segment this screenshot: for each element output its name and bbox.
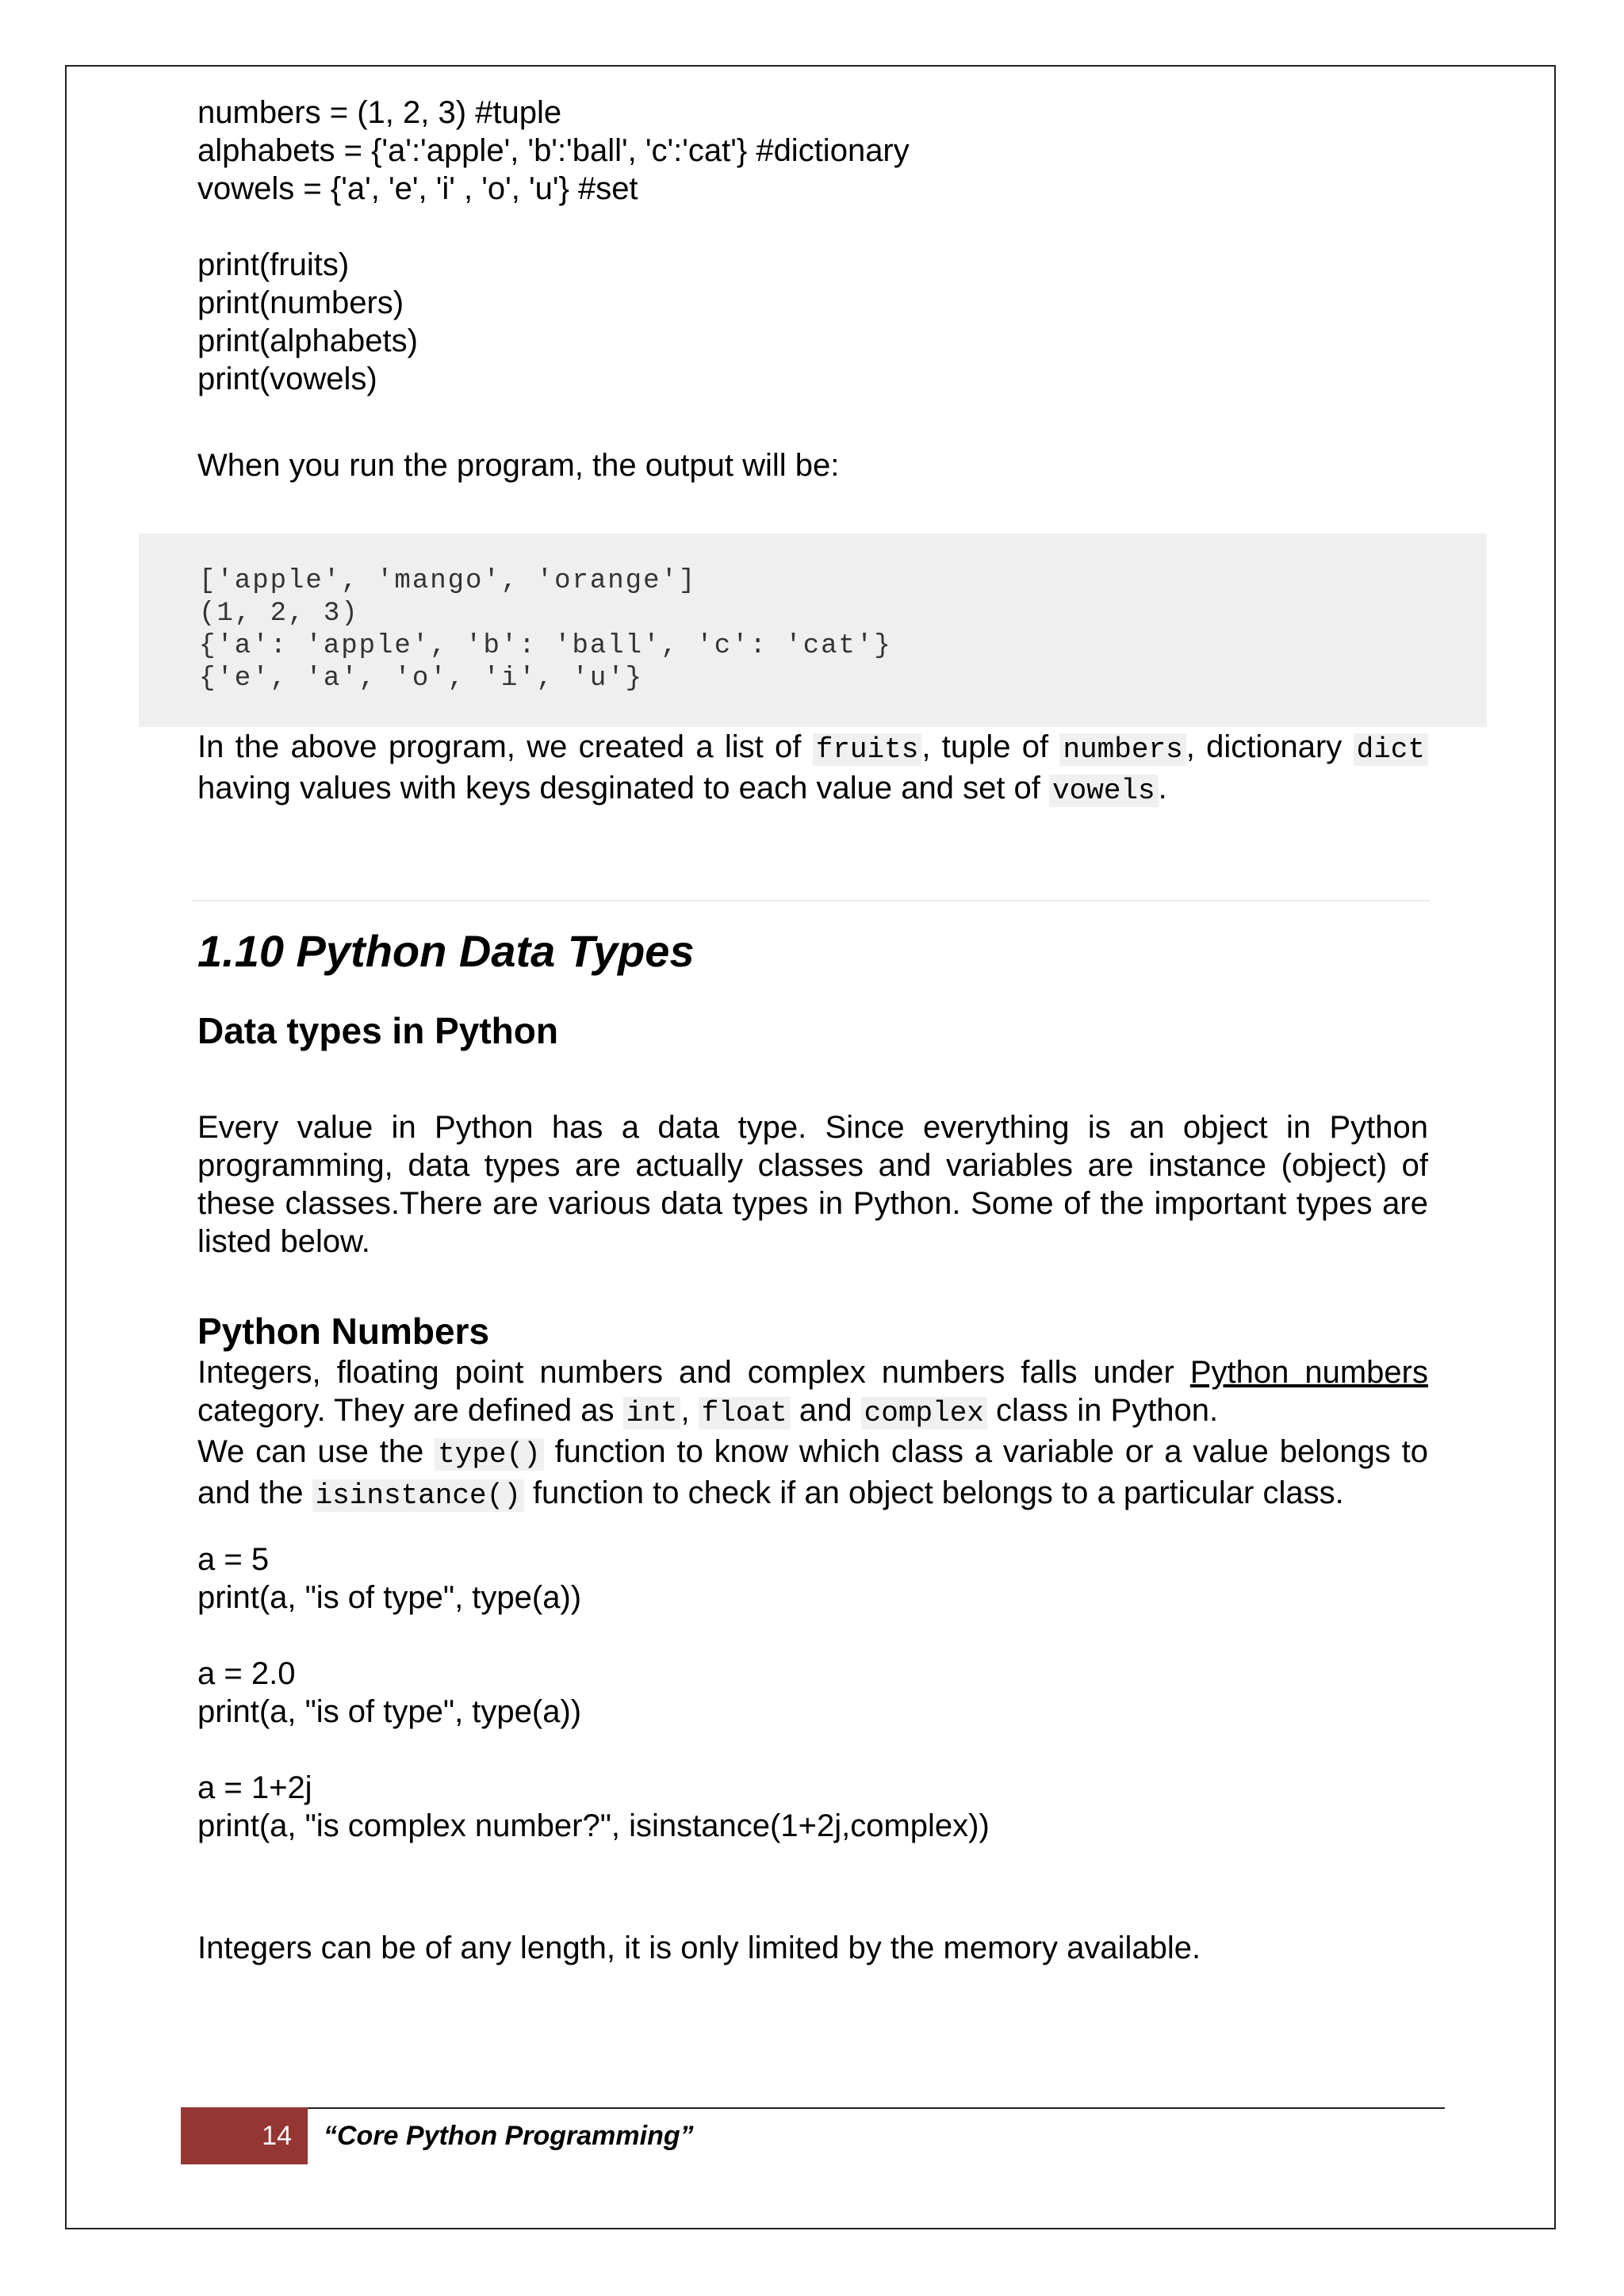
numbers-text: category. They are defined as — [197, 1393, 623, 1428]
code-line — [197, 208, 1428, 246]
example-code — [197, 1540, 1428, 1845]
code-line: print(a, "is of type", type(a)) — [197, 1694, 582, 1729]
type-text: function to check if an object belongs to a particular class. — [523, 1475, 1344, 1510]
run-sentence: When you run the program, the output will be: — [197, 448, 840, 483]
section-title: 1.10 Python Data Types — [197, 926, 695, 976]
top-code — [197, 94, 1428, 398]
code-line: print(numbers) — [197, 285, 404, 320]
numbers-text: Integers, floating point numbers and complex numbers falls under — [197, 1355, 1190, 1390]
python-numbers-link[interactable]: Python numbers — [1189, 1355, 1428, 1390]
output-line: (1, 2, 3) — [199, 599, 359, 629]
inline-code-isinstance: isinstance() — [312, 1479, 524, 1512]
code-line: print(alphabets) — [197, 323, 418, 358]
code-line — [197, 1731, 1428, 1769]
explanation-paragraph — [197, 728, 1428, 810]
code-line: print(fruits) — [197, 247, 350, 282]
explanation-text: , tuple of — [921, 729, 1060, 764]
code-line: a = 1+2j — [197, 1770, 312, 1805]
explanation-text: having values with keys desginated to each value and set of — [197, 771, 1050, 806]
type-text: function to know which class a variable or a value belongs to and the — [197, 1434, 1428, 1510]
explanation-text: . — [1158, 771, 1167, 806]
code-line: print(a, "is of type", type(a)) — [197, 1580, 582, 1615]
code-line: alphabets = {'a':'apple', 'b':'ball', 'c':'cat'} #dictionary — [197, 133, 910, 168]
subheading: Data types in Python — [197, 1010, 558, 1051]
explanation-text: In the above program, we created a list of — [197, 729, 813, 764]
numbers-text: and — [790, 1393, 861, 1428]
code-line: print(a, "is complex number?", isinstance(1+2j,complex)) — [197, 1808, 990, 1843]
output-code-block — [139, 534, 1487, 727]
intro-paragraph: Every value in Python has a data type. Since everything is an object in Python programming, data types are actually classes and variables are instance (object) of these classes.There are various data types in Python. Some of the important types are listed below. — [197, 1110, 1428, 1259]
run-sentence-block — [197, 446, 1428, 484]
numbers-heading: Python Numbers — [197, 1311, 490, 1352]
explanation-text: , dictionary — [1185, 729, 1354, 764]
inline-code-int: int — [623, 1397, 681, 1429]
subheading-block — [197, 1008, 1428, 1053]
code-line: a = 5 — [197, 1542, 270, 1577]
section-divider — [192, 900, 1431, 901]
page-number: 14 — [181, 2107, 308, 2164]
inline-code-vowels: vowels — [1049, 775, 1159, 807]
book-title: “Core Python Programming” — [324, 2121, 694, 2151]
type-text: We can use the — [197, 1434, 435, 1469]
output-line: {'a': 'apple', 'b': 'ball', 'c': 'cat'} — [199, 631, 892, 661]
closing-sentence: Integers can be of any length, it is only limited by the memory available. — [197, 1931, 1201, 1965]
inline-code-dict: dict — [1354, 733, 1428, 766]
code-line: numbers = (1, 2, 3) #tuple — [197, 95, 562, 130]
inline-code-complex: complex — [861, 1397, 987, 1429]
code-line: vowels = {'a', 'e', 'i' , 'o', 'u'} #set — [197, 171, 638, 206]
numbers-paragraph — [197, 1353, 1428, 1515]
code-line: print(vowels) — [197, 362, 377, 396]
closing-block — [197, 1929, 1428, 1967]
inline-code-numbers: numbers — [1059, 733, 1185, 766]
inline-code-fruits: fruits — [813, 733, 922, 766]
code-line — [197, 1617, 1428, 1655]
output-line: ['apple', 'mango', 'orange'] — [199, 566, 697, 596]
numbers-heading-block — [197, 1309, 1428, 1353]
code-line: a = 2.0 — [197, 1656, 296, 1691]
inline-code-type: type() — [435, 1438, 544, 1471]
numbers-text: , — [680, 1393, 699, 1428]
output-line: {'e', 'a', 'o', 'i', 'u'} — [199, 664, 644, 694]
numbers-text: class in Python. — [986, 1393, 1219, 1428]
intro-block — [197, 1108, 1428, 1261]
inline-code-float: float — [699, 1397, 791, 1429]
